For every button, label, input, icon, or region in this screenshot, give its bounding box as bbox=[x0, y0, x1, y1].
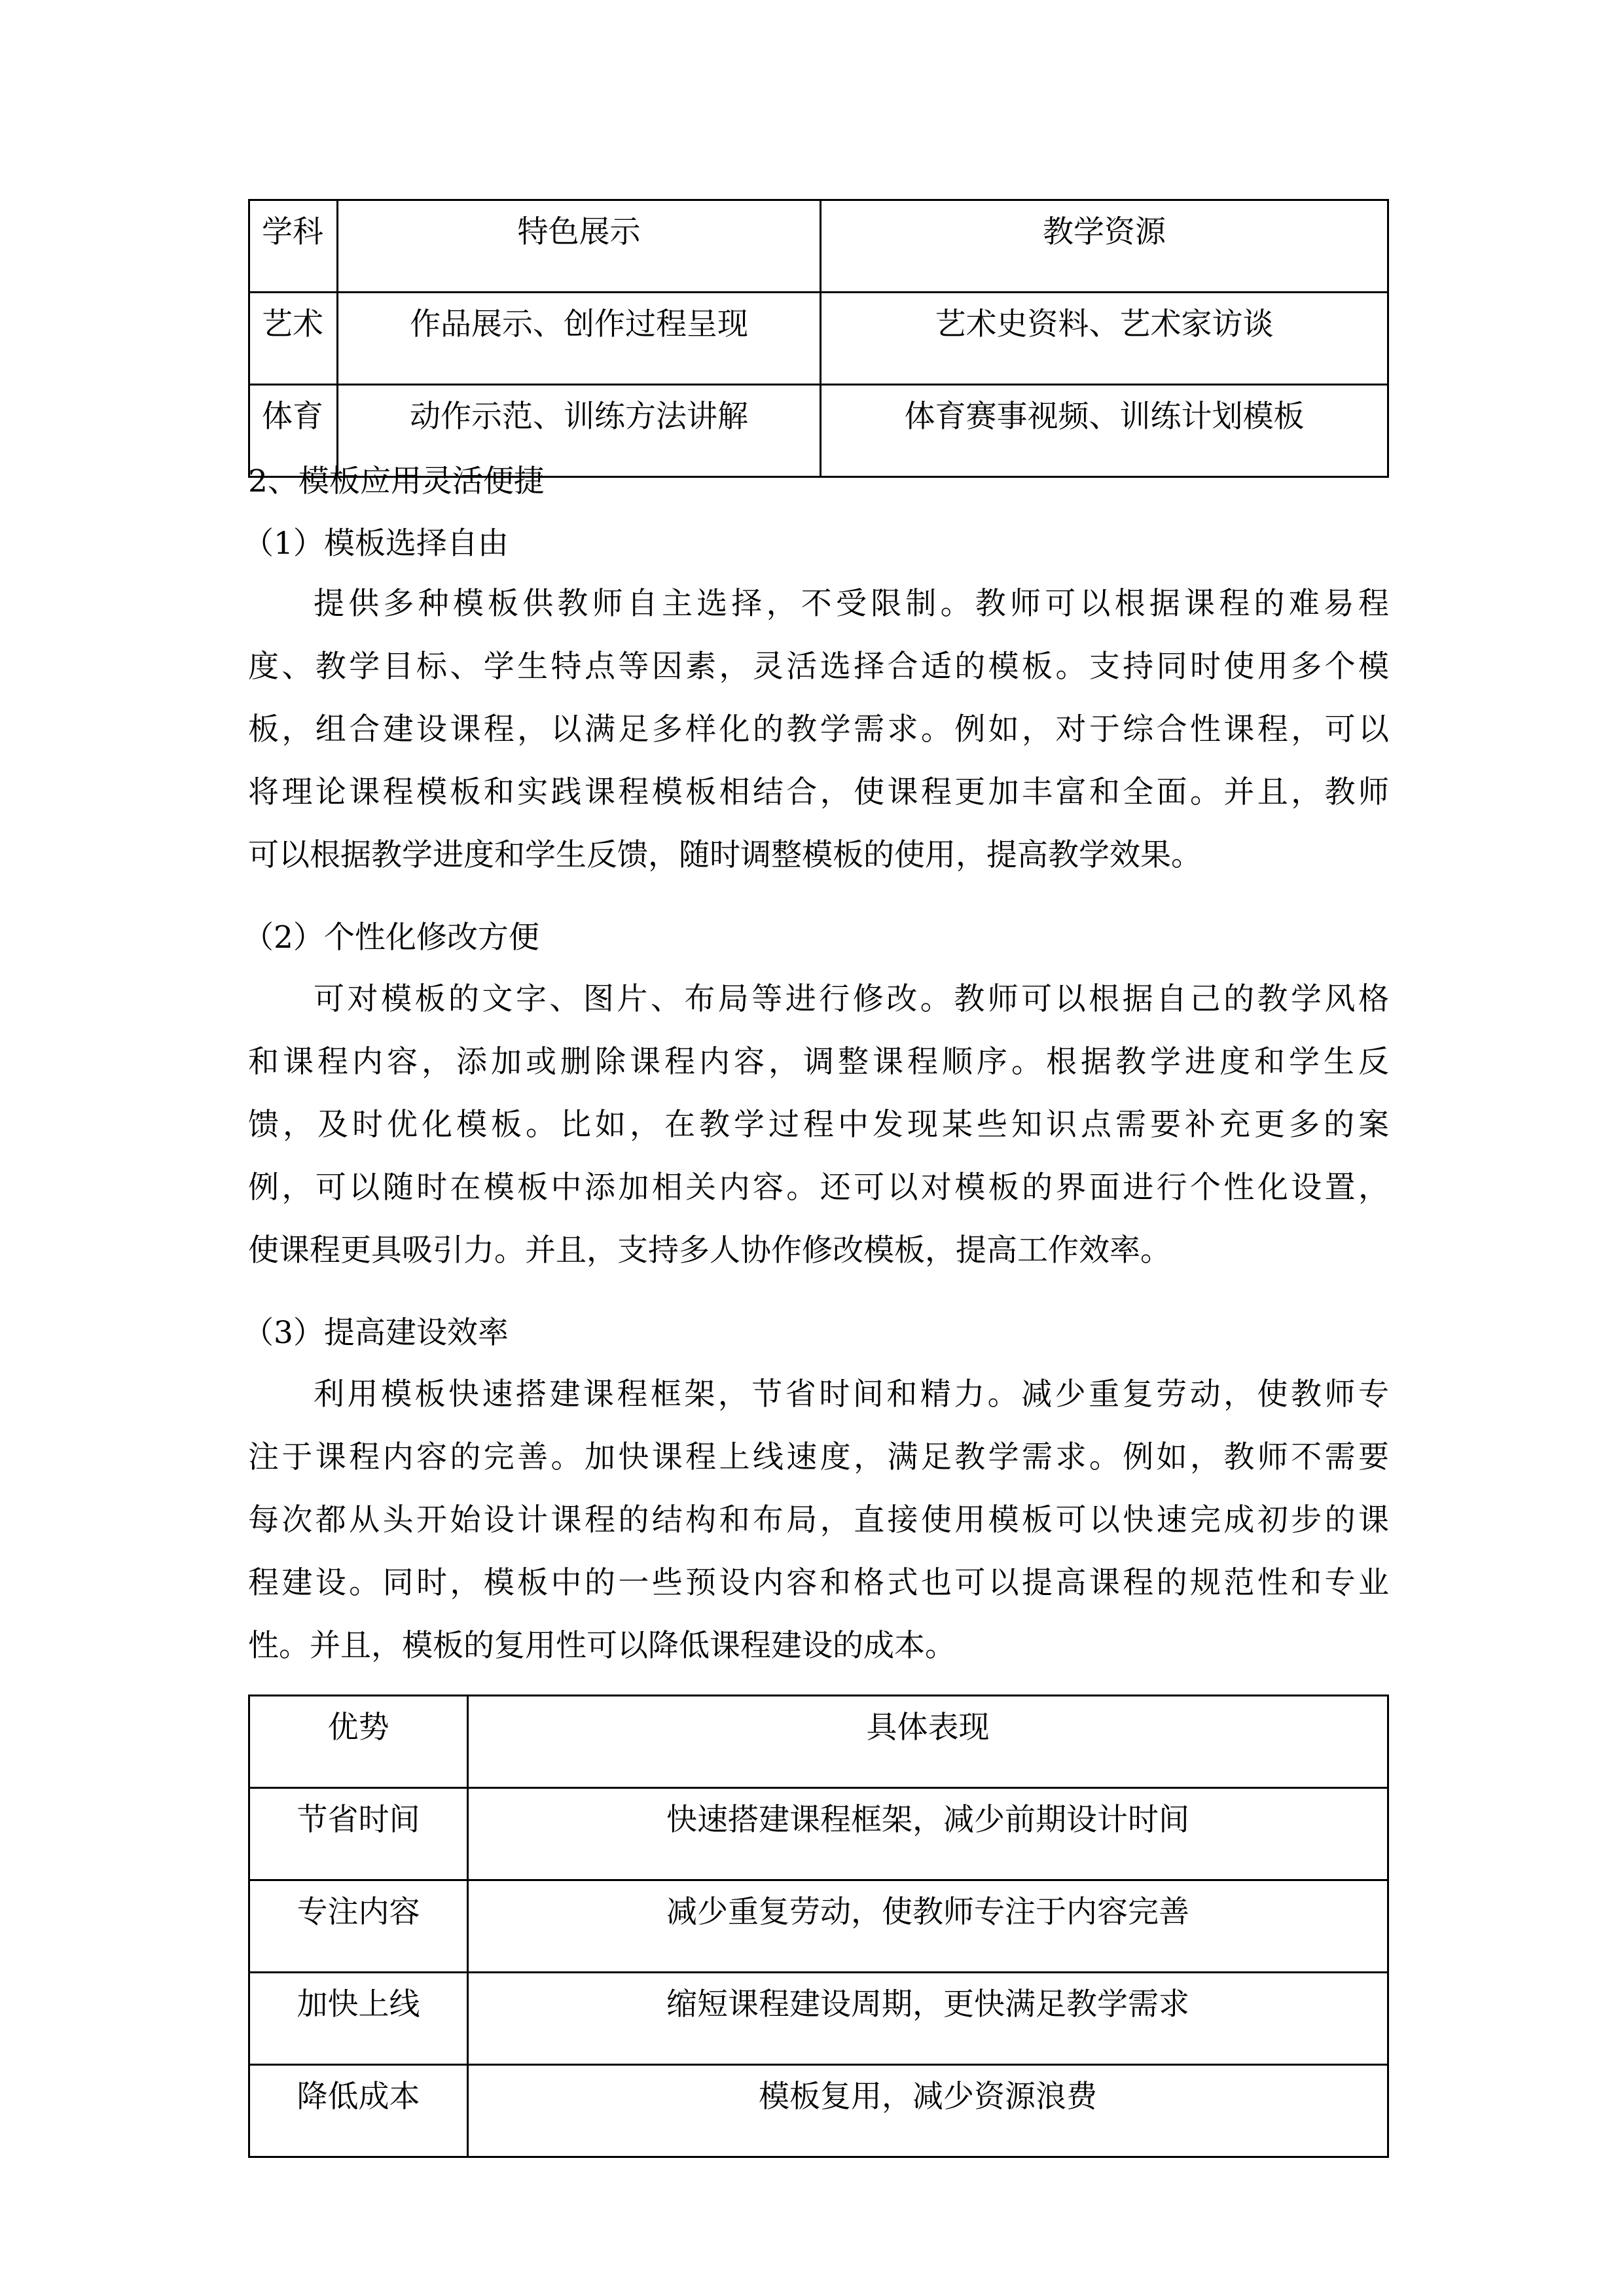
table-header-cell: 具体表现 bbox=[468, 1696, 1388, 1788]
table-cell: 节省时间 bbox=[249, 1788, 468, 1880]
table-cell: 加快上线 bbox=[249, 1973, 468, 2065]
table-cell: 减少重复劳动，使教师专注于内容完善 bbox=[468, 1880, 1388, 1973]
paragraph-line: 注于课程内容的完善。加快课程上线速度，满足教学需求。例如，教师不需要 bbox=[248, 1439, 1389, 1475]
paragraph-line: 程建设。同时，模板中的一些预设内容和格式也可以提高课程的规范性和专业 bbox=[248, 1565, 1389, 1601]
subsection-title: （1）模板选择自由 bbox=[243, 526, 509, 562]
paragraph-line: 和课程内容，添加或删除课程内容，调整课程顺序。根据教学进度和学生反 bbox=[248, 1044, 1389, 1080]
subject-features-table bbox=[248, 199, 1389, 478]
table-cell: 快速搭建课程框架，减少前期设计时间 bbox=[468, 1788, 1388, 1880]
table-header-row bbox=[249, 200, 1388, 293]
table-cell: 作品展示、创作过程呈现 bbox=[338, 293, 821, 385]
table-cell: 模板复用，减少资源浪费 bbox=[468, 2065, 1388, 2157]
table-header-cell: 教学资源 bbox=[821, 200, 1388, 293]
paragraph-line: 利用模板快速搭建课程框架，节省时间和精力。减少重复劳动，使教师专 bbox=[314, 1376, 1389, 1412]
paragraph-line: 板，组合建设课程，以满足多样化的教学需求。例如，对于综合性课程，可以 bbox=[248, 711, 1389, 747]
table-cell: 动作示范、训练方法讲解 bbox=[338, 385, 821, 477]
paragraph-line: 可对模板的文字、图片、布局等进行修改。教师可以根据自己的教学风格 bbox=[314, 981, 1389, 1017]
table-cell: 缩短课程建设周期，更快满足教学需求 bbox=[468, 1973, 1388, 2065]
table-cell: 体育赛事视频、训练计划模板 bbox=[821, 385, 1388, 477]
table-cell: 体育 bbox=[249, 385, 338, 477]
paragraph bbox=[248, 1376, 1389, 1691]
table-cell: 专注内容 bbox=[249, 1880, 468, 1973]
table-row bbox=[249, 293, 1388, 385]
advantages-table bbox=[248, 1695, 1389, 2158]
paragraph-line: 可以根据教学进度和学生反馈，随时调整模板的使用，提高教学效果。 bbox=[248, 837, 1202, 873]
table-row bbox=[249, 1788, 1388, 1880]
paragraph-line: 性。并且，模板的复用性可以降低课程建设的成本。 bbox=[248, 1628, 956, 1664]
paragraph bbox=[248, 586, 1389, 900]
table-row bbox=[249, 2065, 1388, 2157]
subsection-title: （3）提高建设效率 bbox=[243, 1315, 509, 1351]
paragraph-line: 使课程更具吸引力。并且，支持多人协作修改模板，提高工作效率。 bbox=[248, 1232, 1171, 1268]
table-header-cell: 特色展示 bbox=[338, 200, 821, 293]
paragraph-line: 度、教学目标、学生特点等因素，灵活选择合适的模板。支持同时使用多个模 bbox=[248, 649, 1389, 685]
paragraph-line: 将理论课程模板和实践课程模板相结合，使课程更加丰富和全面。并且，教师 bbox=[248, 774, 1389, 810]
table-cell: 艺术史资料、艺术家访谈 bbox=[821, 293, 1388, 385]
paragraph-line: 馈，及时优化模板。比如，在教学过程中发现某些知识点需要补充更多的案 bbox=[248, 1107, 1389, 1143]
table-header-row bbox=[249, 1696, 1388, 1788]
section-heading: 2、模板应用灵活便捷 bbox=[248, 463, 545, 499]
table-header-cell: 优势 bbox=[249, 1696, 468, 1788]
paragraph-line: 每次都从头开始设计课程的结构和布局，直接使用模板可以快速完成初步的课 bbox=[248, 1502, 1389, 1538]
paragraph-line: 提供多种模板供教师自主选择，不受限制。教师可以根据课程的难易程 bbox=[314, 586, 1389, 622]
subsection-title: （2）个性化修改方便 bbox=[243, 920, 539, 956]
paragraph-line: 例，可以随时在模板中添加相关内容。还可以对模板的界面进行个性化设置， bbox=[248, 1170, 1389, 1206]
table-header-cell: 学科 bbox=[249, 200, 338, 293]
table-cell: 艺术 bbox=[249, 293, 338, 385]
table-cell: 降低成本 bbox=[249, 2065, 468, 2157]
paragraph bbox=[248, 981, 1389, 1295]
table-row bbox=[249, 1973, 1388, 2065]
table-row bbox=[249, 1880, 1388, 1973]
